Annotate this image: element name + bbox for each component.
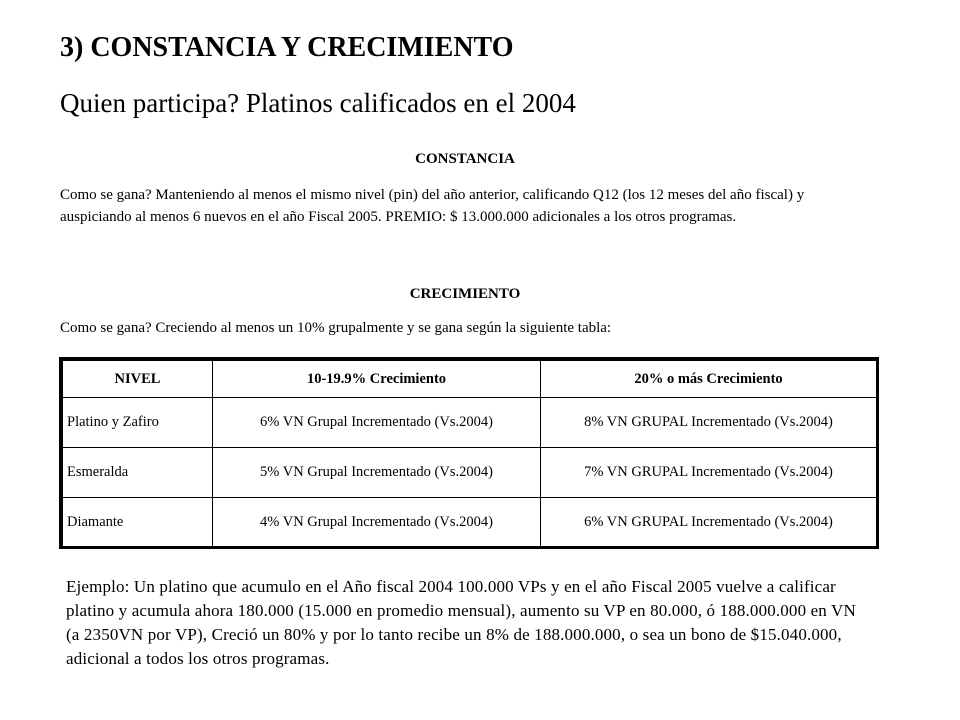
column-header-growth-20-plus: 20% o más Crecimiento — [541, 361, 877, 398]
table-cell-level: Esmeralda — [63, 448, 213, 498]
column-header-nivel: NIVEL — [63, 361, 213, 398]
table-header-row — [63, 361, 877, 398]
table-cell-level: Platino y Zafiro — [63, 398, 213, 448]
crecimiento-description: Como se gana? Creciendo al menos un 10% grupalmente y se gana según la siguiente tabla: — [60, 320, 612, 336]
table-row — [63, 448, 877, 498]
table-cell: 6% VN Grupal Incrementado (Vs.2004) — [213, 398, 541, 448]
column-header-growth-10-19: 10-19.9% Crecimiento — [213, 361, 541, 398]
constancia-title: CONSTANCIA — [415, 151, 515, 167]
example-paragraph: Ejemplo: Un platino que acumulo en el Año fiscal 2004 100.000 VPs y en el año Fiscal 2005 vuelve a calificar platino y acumula ahora 180.000 (15.000 en promedio mensual), aumento su VP en 80.000, ó 188.000.000 en VN (a 2350VN por VP), Creció un 80% y por lo tanto recibe un 8% de 188.000.000, o sea un bono de $15.040.000, adicional a todos los otros programas. — [66, 577, 856, 668]
constancia-description: Como se gana? Manteniendo al menos el mismo nivel (pin) del año anterior, calificando Q12 (los 12 meses del año fiscal) y auspiciando al menos 6 nuevos en el año Fiscal 2005. PREMIO: $ 13.000.000 adicionales a los otros programas. — [60, 187, 805, 225]
crecimiento-title: CRECIMIENTO — [409, 286, 521, 302]
growth-bonus-table — [59, 357, 879, 549]
page-title: 3) CONSTANCIA Y CRECIMIENTO — [60, 32, 514, 63]
page-subtitle: Quien participa? Platinos calificados en el 2004 — [60, 88, 576, 118]
table-cell-level: Diamante — [63, 498, 213, 548]
table-cell: 5% VN Grupal Incrementado (Vs.2004) — [213, 448, 541, 498]
table-cell: 7% VN GRUPAL Incrementado (Vs.2004) — [541, 448, 877, 498]
table-cell: 4% VN Grupal Incrementado (Vs.2004) — [213, 498, 541, 548]
table-row — [63, 498, 877, 548]
table-row — [63, 398, 877, 448]
table-cell: 6% VN GRUPAL Incrementado (Vs.2004) — [541, 498, 877, 548]
table-cell: 8% VN GRUPAL Incrementado (Vs.2004) — [541, 398, 877, 448]
